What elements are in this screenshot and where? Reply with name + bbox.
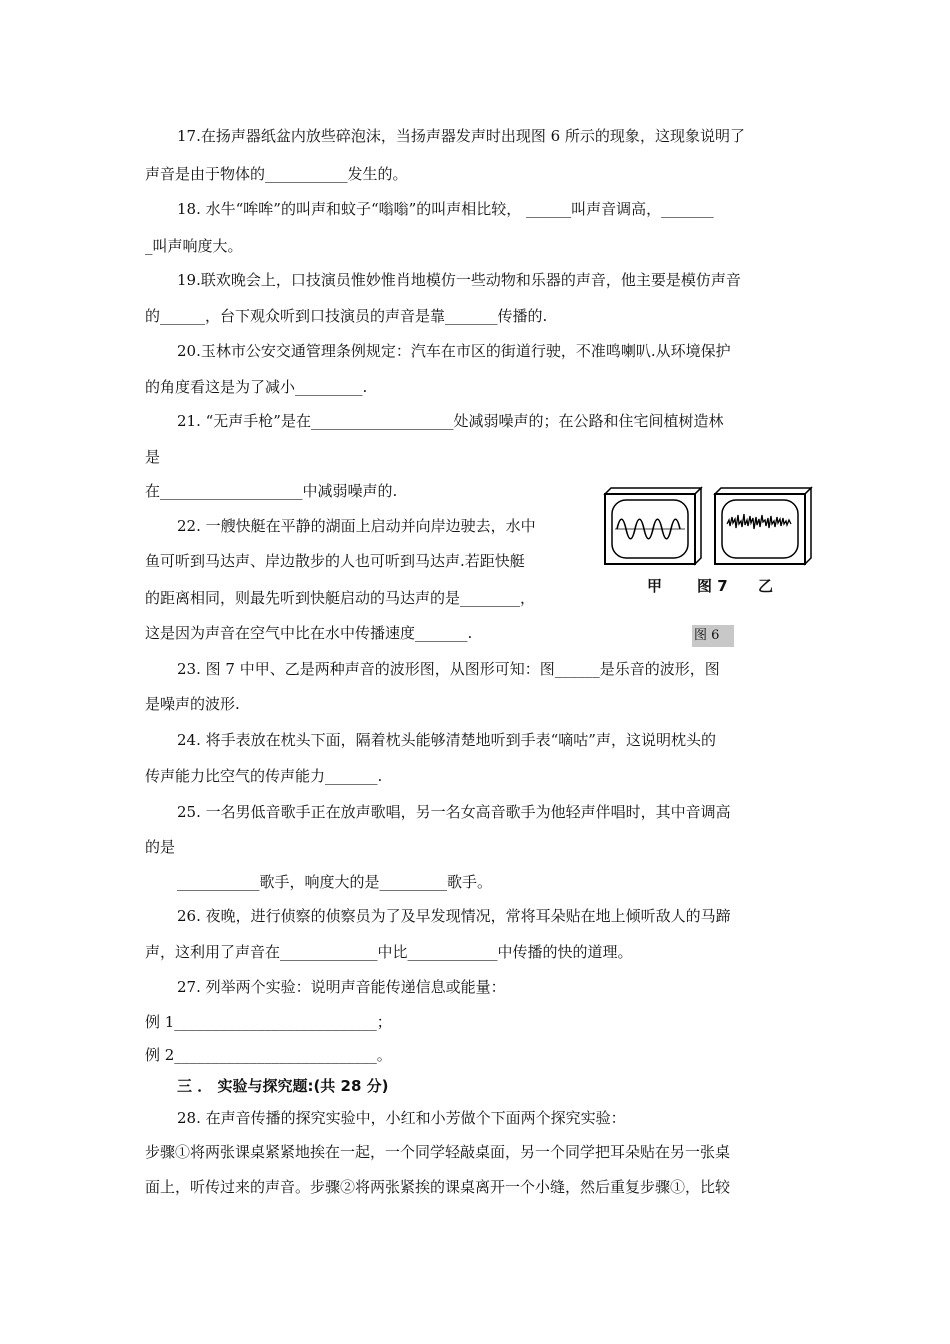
q19-line1: 19.联欢晚会上，口技演员惟妙惟肖地模仿一些动物和乐器的声音，他主要是模仿声音 [177, 271, 741, 289]
figure-6-label: 图 6 [692, 625, 734, 647]
q21-line3: 在___________________中减弱噪声的. [145, 482, 398, 500]
q22-line3: 的距离相同，则最先听到快艇启动的马达声的是________， [145, 589, 536, 607]
q18-line2: _叫声响度大。 [145, 237, 243, 255]
q27-example1: 例 1___________________________； [145, 1013, 392, 1031]
q26-line1: 26. 夜晚，进行侦察的侦察员为了及早发现情况，常将耳朵贴在地上倾听敌人的马蹄 [177, 907, 731, 925]
monitor-right [715, 488, 811, 564]
q18-line1: 18. 水牛“哞哞”的叫声和蚊子“嗡嗡”的叫声相比较， ______叫声音调高，_______ [177, 200, 714, 218]
monitor-left [605, 488, 701, 564]
section-three-heading: 三 ． 实验与探究题:(共 28 分) [177, 1077, 389, 1095]
q28-line3: 面上，听传过来的声音。步骤②将两张紧挨的课桌离开一个小缝，然后重复步骤①，比较 [145, 1178, 731, 1196]
q20-line2: 的角度看这是为了减小_________. [145, 378, 368, 396]
q23-line2: 是噪声的波形. [145, 695, 240, 713]
q27-example2: 例 2___________________________。 [145, 1046, 392, 1064]
q23-line1: 23. 图 7 中甲、乙是两种声音的波形图，从图形可知：图______是乐音的波形，图 [177, 660, 720, 678]
q25-line3: ___________歌手，响度大的是_________歌手。 [177, 873, 493, 891]
q22-line2: 鱼可听到马达声、岸边散步的人也可听到马达声.若距快艇 [145, 552, 525, 570]
q26-line2: 声，这利用了声音在_____________中比____________中传播的快的道理。 [145, 943, 633, 961]
q21-line2: 是 [145, 448, 161, 466]
q25-line1: 25. 一名男低音歌手正在放声歌唱，另一名女高音歌手为他轻声伴唱时，其中音调高 [177, 803, 731, 821]
q22-line1: 22. 一艘快艇在平静的湖面上启动并向岸边驶去，水中 [177, 517, 536, 535]
q20-line1: 20.玉林市公安交通管理条例规定：汽车在市区的街道行驶，不准鸣喇叭.从环境保护 [177, 342, 731, 360]
figure-7-caption: 图 7 [697, 577, 728, 595]
figure-label-yi: 乙 [758, 577, 774, 595]
q21-line1: 21. “无声手枪”是在___________________处减弱噪声的；在公路和住宅间植树造林 [177, 412, 724, 430]
q17-line2: 声音是由于物体的___________发生的。 [145, 165, 408, 183]
q28-line1: 28. 在声音传播的探究实验中，小红和小芳做个下面两个探究实验： [177, 1109, 626, 1127]
q27-line1: 27. 列举两个实验：说明声音能传递信息或能量： [177, 978, 506, 996]
q22-line4: 这是因为声音在空气中比在水中传播速度_______. [145, 624, 473, 642]
q25-line2: 的是 [145, 838, 176, 856]
q17-line1: 17.在扬声器纸盆内放些碎泡沫，当扬声器发声时出现图 6 所示的现象，这现象说明了 [177, 127, 745, 145]
q28-line2: 步骤①将两张课桌紧紧地挨在一起，一个同学轻敲桌面，另一个同学把耳朵贴在另一张桌 [145, 1143, 731, 1161]
q19-line2: 的______，台下观众听到口技演员的声音是靠_______传播的. [145, 307, 548, 325]
q24-line1: 24. 将手表放在枕头下面，隔着枕头能够清楚地听到手表“嘀咕”声，这说明枕头的 [177, 731, 716, 749]
q24-line2: 传声能力比空气的传声能力_______. [145, 767, 383, 785]
figure-7-waveforms [603, 484, 813, 584]
figure-label-jia: 甲 [647, 577, 663, 595]
